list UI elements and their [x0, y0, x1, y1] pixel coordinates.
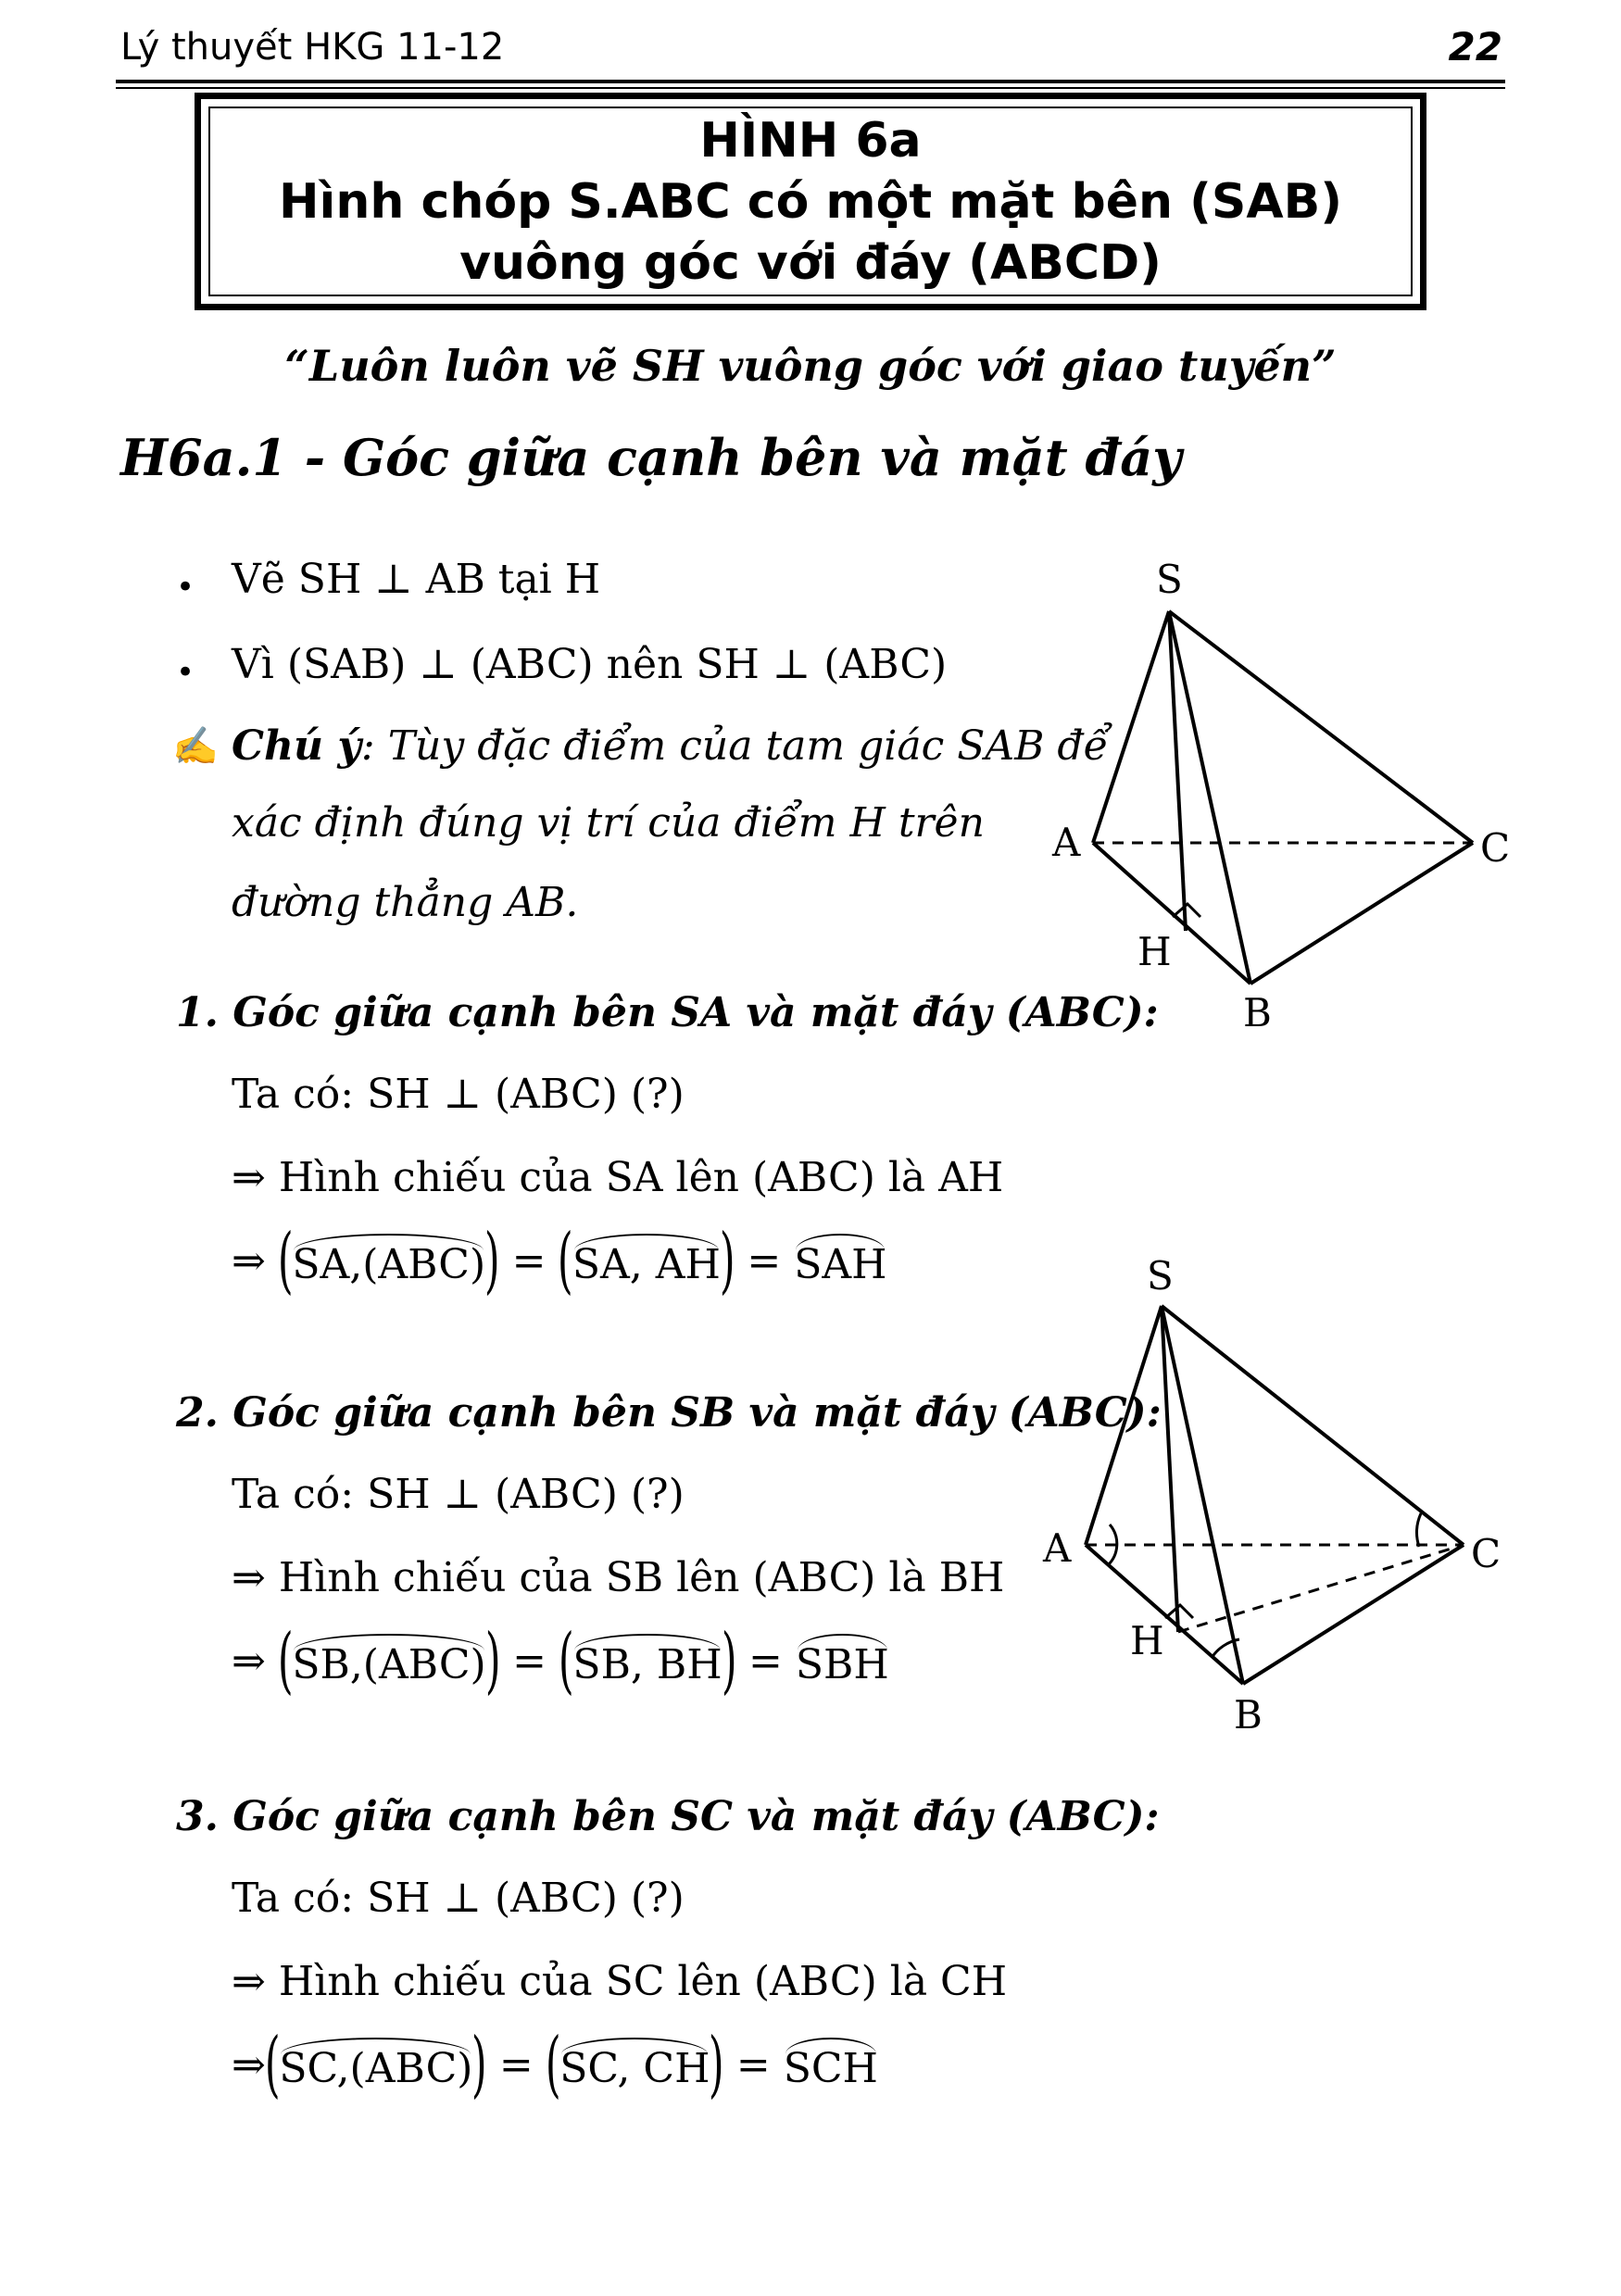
- note-text-1: : Tùy đặc điểm của tam giác SAB để: [360, 722, 1109, 770]
- item-3-line-2: ⇒ Hình chiếu của SC lên (ABC) là CH: [232, 1958, 1008, 2005]
- label-S: S: [1147, 1253, 1174, 1299]
- edge-SB: [1169, 611, 1250, 984]
- angle-term: SC,(ABC): [279, 2038, 472, 2092]
- note-text-3: đường thẳng AB.: [232, 879, 579, 926]
- edge-SC: [1169, 611, 1473, 843]
- item-3-line-1: Ta có: SH ⊥ (ABC) (?): [232, 1875, 685, 1922]
- item-1-heading: 1. Góc giữa cạnh bên SA và mặt đáy (ABC):: [176, 989, 1159, 1036]
- angle-arc-C: [1417, 1513, 1421, 1547]
- item-2-line-1: Ta có: SH ⊥ (ABC) (?): [232, 1471, 685, 1518]
- note-line-1: [232, 722, 1109, 770]
- running-header-title: Lý thuyết HKG 11-12: [120, 26, 505, 69]
- quote: “Luôn luôn vẽ SH vuông góc với giao tuyến”: [284, 341, 1337, 391]
- angle-term: SB,(ABC): [292, 1634, 485, 1688]
- angle-result: SCH: [784, 2038, 878, 2092]
- header-rule: [116, 80, 1505, 83]
- label-A: A: [1043, 1525, 1072, 1571]
- item-1-line-2: ⇒ Hình chiếu của SA lên (ABC) là AH: [232, 1154, 1004, 1201]
- angle-term: SB, BH: [572, 1634, 722, 1688]
- bullet-symbol: •: [176, 654, 195, 691]
- label-C: C: [1480, 825, 1511, 871]
- bullet-text-1: Vẽ SH ⊥ AB tại H: [232, 556, 601, 603]
- title-box-inner: [208, 107, 1413, 296]
- label-B: B: [1234, 1692, 1263, 1738]
- page-number: 22: [1448, 24, 1502, 69]
- bullet-symbol: •: [176, 569, 195, 606]
- item-3-formula: ⇒ ( SC,(ABC) ) = ( SC, CH ) = SCH: [232, 2023, 878, 2106]
- label-B: B: [1243, 990, 1272, 1035]
- edge-BC: [1243, 1545, 1464, 1684]
- pyramid-edges: [1093, 611, 1473, 984]
- angle-result: SAH: [794, 1234, 886, 1288]
- edge-SH: [1162, 1306, 1178, 1632]
- angle-term: SC, CH: [559, 2038, 710, 2092]
- implies-symbol: ⇒: [232, 1637, 266, 1685]
- item-2-heading: 2. Góc giữa cạnh bên SB và mặt đáy (ABC):: [176, 1389, 1162, 1437]
- section-title: H6a.1 - Góc giữa cạnh bên và mặt đáy: [120, 428, 1182, 487]
- edge-SA: [1093, 611, 1169, 843]
- label-H: H: [1137, 929, 1172, 974]
- title-line-3: vuông góc với đáy (ABCD): [459, 234, 1162, 291]
- label-C: C: [1471, 1531, 1502, 1576]
- title-line-2: Hình chóp S.ABC có một mặt bên (SAB): [279, 173, 1342, 230]
- note-text-2: xác định đúng vị trí của điểm H trên: [232, 799, 985, 847]
- label-H: H: [1130, 1618, 1164, 1663]
- title-box: [195, 93, 1426, 310]
- edge-AB: [1093, 843, 1250, 984]
- note-label: Chú ý: [232, 722, 361, 770]
- angle-result: SBH: [796, 1634, 889, 1688]
- item-3-heading: 3. Góc giữa cạnh bên SC và mặt đáy (ABC):: [176, 1793, 1160, 1840]
- implies-symbol: ⇒: [232, 1236, 266, 1285]
- item-1-formula: ⇒ ( SA,(ABC) ) = ( SA, AH ) = SAH: [232, 1219, 887, 1302]
- pyramid-figure-2: [1028, 1250, 1528, 1750]
- pyramid-figure-1: [1037, 556, 1538, 1056]
- edge-SA: [1086, 1306, 1162, 1545]
- angle-term: SA, AH: [572, 1234, 721, 1288]
- item-2-line-2: ⇒ Hình chiếu của SB lên (ABC) là BH: [232, 1554, 1005, 1601]
- item-2-formula: ⇒ ( SB,(ABC) ) = ( SB, BH ) = SBH: [232, 1619, 889, 1702]
- item-1-line-1: Ta có: SH ⊥ (ABC) (?): [232, 1071, 685, 1118]
- note-body: [232, 784, 1036, 943]
- title-line-1: HÌNH 6a: [699, 112, 922, 169]
- bullet-text-2: Vì (SAB) ⊥ (ABC) nên SH ⊥ (ABC): [232, 641, 948, 688]
- implies-symbol: ⇒: [232, 2040, 266, 2089]
- edge-SH: [1169, 611, 1186, 931]
- edge-BC: [1250, 843, 1473, 984]
- header-rule-thin: [116, 87, 1505, 89]
- label-S: S: [1156, 557, 1183, 602]
- angle-term: SA,(ABC): [292, 1234, 485, 1288]
- label-A: A: [1052, 820, 1081, 865]
- writing-hand-icon: ✍: [172, 725, 219, 768]
